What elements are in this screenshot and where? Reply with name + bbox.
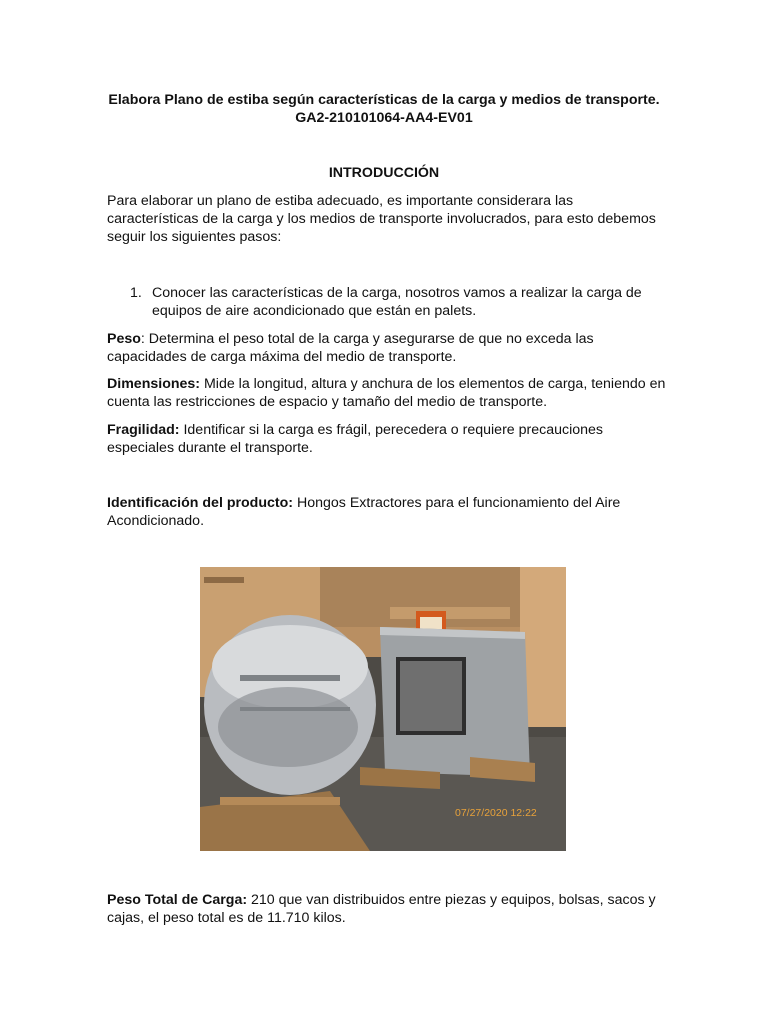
identificacion-text: Hongos Extractores para el funcionamiento del Aire Acondicionado.	[107, 495, 621, 529]
identificacion-label: Identificación del producto:	[107, 495, 294, 511]
dimensiones-text: Mide la longitud, altura y anchura de los elementos de carga, teniendo en cuenta las restricciones de espacio y tamaño del medio de transporte.	[107, 376, 666, 410]
intro-paragraph: Para elaborar un plano de estiba adecuado, es importante considerara las características de la carga y los medios de transporte involucrados, para esto debemos seguir los siguientes pasos:	[107, 193, 656, 245]
dimensiones-paragraph	[107, 375, 667, 411]
title-line-1: Elabora Plano de estiba según características de la carga y medios de transporte.	[108, 92, 660, 108]
document-title	[0, 91, 768, 127]
peso-label: Peso	[107, 331, 141, 347]
list-item-text: Conocer las características de la carga, nosotros vamos a realizar la carga de equipos de aire acondicionado que están en palets.	[152, 285, 642, 319]
fragilidad-label: Fragilidad:	[107, 422, 180, 438]
title-line-2: GA2-210101064-AA4-EV01	[295, 110, 473, 126]
identificacion-paragraph	[107, 494, 667, 530]
peso-total-paragraph	[107, 891, 667, 927]
list-number: 1.	[130, 285, 142, 301]
peso-total-label: Peso Total de Carga:	[107, 892, 248, 908]
peso-total-text: 210 que van distribuidos entre piezas y equipos, bolsas, sacos y cajas, el peso total es de 11.710 kilos.	[107, 892, 656, 926]
fragilidad-text: Identificar si la carga es frágil, perecedera o requiere precauciones especiales durante el transporte.	[107, 422, 604, 456]
peso-paragraph	[107, 330, 667, 366]
fragilidad-paragraph	[107, 421, 667, 457]
peso-text: : Determina el peso total de la carga y asegurarse de que no exceda las capacidades de carga máxima del medio de transporte.	[107, 331, 594, 365]
photo-timestamp: 07/27/2020 12:22	[455, 807, 537, 819]
dimensiones-label: Dimensiones:	[107, 376, 201, 392]
section-heading: INTRODUCCIÓN	[328, 165, 440, 181]
product-photo	[200, 567, 566, 851]
